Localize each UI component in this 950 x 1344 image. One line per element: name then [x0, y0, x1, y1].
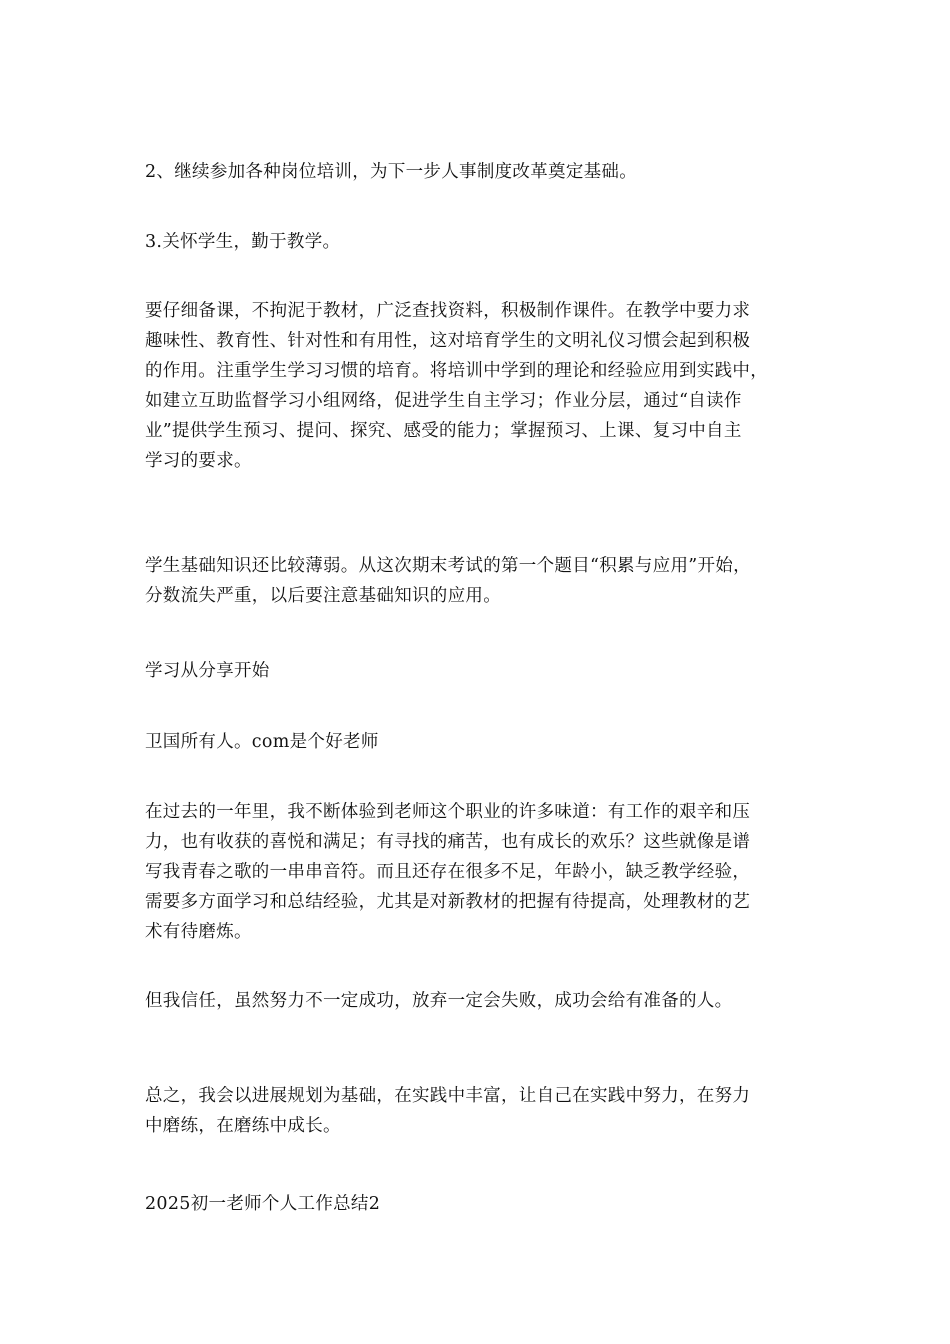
paragraph-past-year: 在过去的一年里，我不断体验到老师这个职业的许多味道：有工作的艰辛和压 力，也有收获的喜悦和满足；有寻找的痛苦，也有成长的欢乐？这些就像是谱 写我青春之歌的一串串音符。而且还存在很多不足，年龄小，缺乏教学经验， 需要多方面学习和总结经验，尤其是对新教材的把握有待提高，处理教材的艺 术有待磨炼。 [145, 802, 751, 942]
paragraph-belief: 但我信任，虽然努力不一定成功，放弃一定会失败，成功会给有准备的人。 [145, 991, 733, 1011]
section-heading: 2025初一老师个人工作总结2 [145, 1194, 381, 1214]
paragraph-training: 2、继续参加各种岗位培训，为下一步人事制度改革奠定基础。 [145, 162, 638, 182]
paragraph-learning-share: 学习从分享开始 [145, 661, 270, 681]
paragraph-weak-basics: 学生基础知识还比较薄弱。从这次期末考试的第一个题目“积累与应用”开始， 分数流失严重，以后要注意基础知识的应用。 [145, 556, 751, 606]
paragraph-lesson-prep: 要仔细备课，不拘泥于教材，广泛查找资料，积极制作课件。在教学中要力求 趣味性、教育性、针对性和有用性，这对培育学生的文明礼仪习惯会起到积极 的作用。注重学生学习习惯的培育。将培训中学到的理论和经验应用到实践中， 如建立互助监督学习小组网络，促进学生自主学习；作业分层，通过“自读作 业”提供学生预习、提问、探究、感受的能力；掌握预习、上课、复习中自主 学习的要求。 [145, 301, 768, 471]
paragraph-care-students: 3.关怀学生，勤于教学。 [145, 232, 341, 252]
paragraph-good-teacher: 卫国所有人。com是个好老师 [145, 732, 379, 752]
paragraph-conclusion: 总之，我会以进展规划为基础，在实践中丰富，让自己在实践中努力，在努力 中磨练，在磨练中成长。 [145, 1086, 751, 1136]
